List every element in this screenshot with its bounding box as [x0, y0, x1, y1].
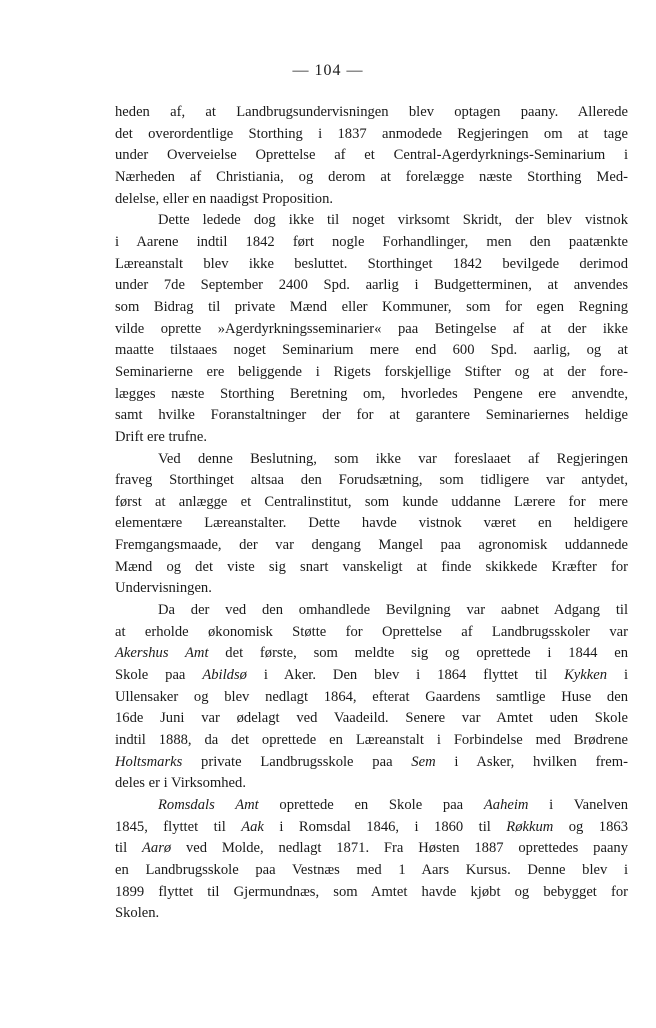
text-line: [115, 838, 628, 860]
text-segment: private Landbrugsskole paa: [182, 753, 412, 770]
text-segment: Ved denne Beslutning, som ikke var foreslaaet af Regjeringen: [158, 450, 628, 467]
text-line: [115, 513, 628, 535]
text-segment: Da der ved den omhandlede Bevilgning var aabnet Adgang til: [158, 602, 628, 619]
emphasized-name: Holtsmarks: [115, 753, 183, 770]
text-line: [115, 773, 628, 795]
text-line: [115, 643, 628, 665]
text-line: [115, 340, 628, 362]
text-segment: i Asker, hvilken frem-: [435, 753, 628, 770]
text-segment: Mænd og det viste sig snart vanskeligt at finde skikkede Kræfter for: [115, 558, 628, 575]
text-segment: først at anlægge et Centralinstitut, som kunde uddanne Lærere for mere: [115, 493, 628, 510]
text-segment: elementære Læreanstalter. Dette havde vistnok været en heldigere: [115, 515, 628, 532]
emphasized-name: Romsdals Amt: [158, 797, 259, 813]
text-segment: fraveg Storthinget altsaa den Forudsætning, som tidligere var antydet,: [115, 472, 628, 489]
text-segment: det første, som meldte sig og oprettede i 1844 en: [208, 645, 628, 662]
text-segment: deles er i Virksomhed.: [115, 775, 246, 792]
text-segment: under 7de September 2400 Spd. aarlig i Budgetterminen, at anvendes: [115, 277, 628, 294]
text-segment: Drift ere trufne.: [115, 428, 207, 445]
text-line: [115, 752, 628, 774]
text-line: [115, 795, 628, 817]
text-segment: i Aker. Den blev i 1864 flyttet til: [246, 667, 565, 684]
text-segment: i: [607, 667, 628, 684]
text-line: [115, 297, 628, 319]
text-line: [115, 903, 628, 925]
text-segment: Nærheden af Christiania, og derom at forelægge næste Storthing Med-: [115, 168, 628, 185]
emphasized-name: Aaheim: [483, 797, 529, 813]
text-segment: delelse, eller en naadigst Proposition.: [115, 190, 334, 207]
text-line: [115, 557, 628, 579]
text-line: [115, 102, 628, 124]
text-segment: maatte tilstaaes noget Seminarium mere end 600 Spd. aarlig, og at: [115, 342, 628, 359]
text-segment: en Landbrugsskole paa Vestnæs med 1 Aars Kursus. Denne blev i: [115, 861, 628, 878]
text-line: [115, 622, 628, 644]
text-line: [115, 882, 628, 904]
text-segment: 1899 flyttet til Gjermundnæs, som Amtet havde kjøbt og bebygget for: [115, 883, 628, 900]
text-line: [115, 600, 628, 622]
text-segment: Læreanstalt blev ikke besluttet. Storthinget 1842 bevilgede derimod: [115, 255, 628, 272]
text-line: [115, 860, 628, 882]
text-segment: til: [115, 840, 142, 857]
text-segment: Skolen.: [115, 905, 160, 922]
text-segment: Skole paa: [115, 667, 203, 684]
text-segment: i Vanelven: [528, 797, 628, 813]
emphasized-name: Akershus Amt: [115, 645, 209, 662]
text-line: [115, 535, 628, 557]
text-line: [115, 449, 628, 471]
text-segment: ved Molde, nedlagt 1871. Fra Høsten 1887 oprettedes paany: [171, 840, 629, 857]
page-number: — 104 —: [292, 62, 364, 79]
text-line: [115, 210, 628, 232]
text-segment: Seminarierne ere beliggende i Rigets forskjellige Stifter og at der fore-: [115, 363, 628, 380]
emphasized-name: Sem: [411, 753, 436, 770]
text-segment: vilde oprette »Agerdyrkningsseminarier« paa Betingelse af at der ikke: [115, 320, 628, 337]
text-line: [115, 145, 628, 167]
body-text: [115, 102, 628, 925]
text-line: [115, 665, 628, 687]
text-segment: i Aarene indtil 1842 ført nogle Forhandlinger, men den paatænkte: [115, 233, 628, 250]
text-segment: og 1863: [553, 818, 628, 835]
text-segment: det overordentlige Storthing i 1837 anmodede Regjeringen om at tage: [115, 125, 628, 142]
text-segment: Undervisningen.: [115, 580, 212, 597]
text-line: [115, 470, 628, 492]
text-line: [115, 232, 628, 254]
emphasized-name: Kykken: [564, 667, 608, 684]
emphasized-name: Aak: [241, 818, 264, 835]
text-line: [115, 578, 628, 600]
text-segment: at erholde økonomisk Støtte for Oprettelse af Landbrugsskoler var: [115, 623, 628, 640]
text-line: [115, 708, 628, 730]
emphasized-name: Røkkum: [506, 818, 554, 835]
text-line: [115, 730, 628, 752]
text-line: [115, 687, 628, 709]
text-line: [115, 275, 628, 297]
text-segment: oprettede en Skole paa: [258, 797, 484, 813]
text-segment: 1845, flyttet til: [115, 818, 242, 835]
text-line: [115, 167, 628, 189]
text-segment: som Bidrag til private Mænd eller Kommuner, som for egen Regning: [115, 298, 628, 315]
text-line: [115, 817, 628, 839]
emphasized-name: Aarø: [142, 840, 172, 857]
text-line: [115, 124, 628, 146]
text-segment: under Overveielse Oprettelse af et Central-Agerdyrknings-Seminarium i: [115, 147, 628, 164]
text-segment: Fremgangsmaade, der var dengang Mangel paa agronomisk uddannede: [115, 537, 628, 554]
text-line: [115, 384, 628, 406]
text-line: [115, 254, 628, 276]
text-line: [115, 189, 628, 211]
text-segment: lægges næste Storthing Beretning om, hvorledes Pengene ere anvendte,: [115, 385, 628, 402]
text-segment: 16de Juni var ødelagt ved Vaadeild. Senere var Amtet uden Skole: [115, 710, 628, 727]
text-segment: samt hvilke Foranstaltninger der for at garantere Seminariernes heldige: [115, 407, 628, 424]
text-segment: indtil 1888, da det oprettede en Læreanstalt i Forbindelse med Brødrene: [115, 732, 628, 749]
text-line: [115, 427, 628, 449]
text-segment: Dette ledede dog ikke til noget virksomt Skridt, der blev vistnok: [158, 212, 628, 229]
text-line: [115, 362, 628, 384]
text-segment: Ullensaker og blev nedlagt 1864, efterat Gaardens samtlige Huse den: [115, 688, 628, 705]
text-line: [115, 492, 628, 514]
text-line: [115, 319, 628, 341]
text-segment: heden af, at Landbrugsundervisningen blev optagen paany. Allerede: [115, 104, 628, 120]
emphasized-name: Abildsø: [202, 667, 247, 684]
text-segment: i Romsdal 1846, i 1860 til: [263, 818, 507, 835]
text-line: [115, 405, 628, 427]
